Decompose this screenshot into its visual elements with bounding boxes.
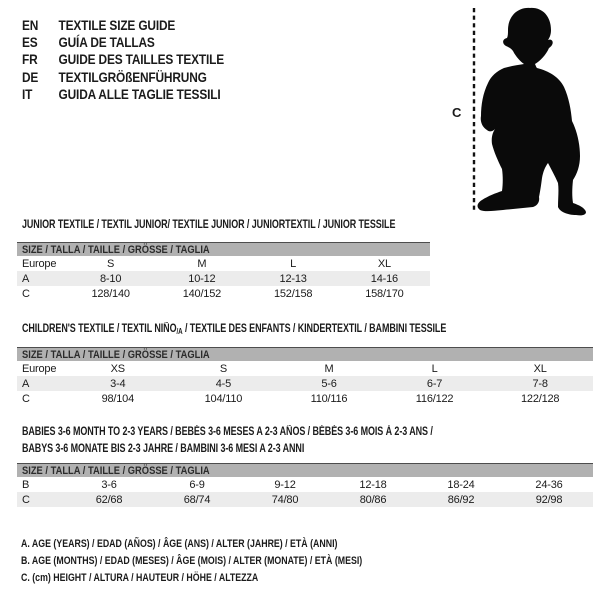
size-band xyxy=(17,242,430,256)
value-cell: 80/86 xyxy=(359,493,387,506)
value-cell: 3-4 xyxy=(110,377,126,390)
row-label-cell: C xyxy=(22,392,30,405)
language-title: TEXTILGRÖßENFÜHRUNG xyxy=(58,68,207,85)
value-cell: 98/104 xyxy=(101,392,135,405)
value-cell: 24-36 xyxy=(535,478,563,491)
value-cell: S xyxy=(107,257,115,270)
value-cell: 116/122 xyxy=(415,392,454,405)
baby-silhouette-svg xyxy=(445,0,600,220)
table-row xyxy=(17,361,593,376)
language-code: ES xyxy=(22,34,38,51)
value-cell: 122/128 xyxy=(520,392,560,405)
row-label-cell: Europe xyxy=(22,362,57,375)
language-row xyxy=(22,16,224,33)
value-cell: 14-16 xyxy=(370,272,398,285)
language-title: GUIDE DES TAILLES TEXTILE xyxy=(58,51,225,68)
table-babies xyxy=(17,463,593,507)
footnote-a: A. AGE (YEARS) / EDAD (AÑOS) / ÂGE (ANS) / ALTER (JAHRE) / ETÀ (ANNI) xyxy=(21,538,338,550)
size-band xyxy=(17,347,593,361)
value-cell: 140/152 xyxy=(182,287,222,300)
value-cell: 104/110 xyxy=(204,392,243,405)
value-cell: 5-6 xyxy=(321,377,337,390)
language-title: TEXTILE SIZE GUIDE xyxy=(58,16,176,33)
children-section-title xyxy=(22,323,446,336)
size-band-label: SIZE / TALLA / TAILLE / GRÖSSE / TAGLIA xyxy=(22,348,210,361)
table-row xyxy=(17,286,430,301)
table-row xyxy=(17,271,430,286)
row-label-cell: A xyxy=(22,377,30,390)
value-cell: 86/92 xyxy=(447,493,475,506)
language-title: GUÍA DE TALLAS xyxy=(58,34,155,51)
measure-label-c: C xyxy=(452,105,462,120)
children-title-sub: /A xyxy=(176,327,183,336)
value-cell: 158/170 xyxy=(365,287,404,300)
table-children xyxy=(17,347,593,406)
value-cell: 128/140 xyxy=(91,287,130,300)
children-title-text: / TEXTILE DES ENFANTS / KINDERTEXTIL / BAMBINI TESSILE xyxy=(182,323,447,335)
row-label-cell: C xyxy=(22,493,30,506)
value-cell: S xyxy=(219,362,227,375)
value-cell: 6-9 xyxy=(189,478,205,491)
size-band xyxy=(17,463,593,477)
value-cell: XS xyxy=(110,362,125,375)
value-cell: M xyxy=(324,362,334,375)
value-cell: M xyxy=(197,257,207,270)
language-header xyxy=(22,16,260,103)
value-cell: L xyxy=(431,362,438,375)
table-row xyxy=(17,256,430,271)
value-cell: 3-6 xyxy=(101,478,117,491)
value-cell: 92/98 xyxy=(535,493,563,506)
language-code: EN xyxy=(22,16,39,33)
value-cell: 68/74 xyxy=(183,493,211,506)
value-cell: 152/158 xyxy=(273,287,313,300)
value-cell: XL xyxy=(533,362,547,375)
baby-silhouette xyxy=(478,8,586,215)
language-code: DE xyxy=(22,68,39,85)
value-cell: XL xyxy=(377,257,391,270)
value-cell: 9-12 xyxy=(274,478,296,491)
junior-section-title: JUNIOR TEXTILE / TEXTIL JUNIOR/ TEXTILE JUNIOR / JUNIORTEXTIL / JUNIOR TESSILE xyxy=(22,219,396,231)
footnote-c: C. (cm) HEIGHT / ALTURA / HAUTEUR / HÖHE / ALTEZZA xyxy=(21,572,259,584)
row-label-cell: Europe xyxy=(22,257,57,270)
footnote-b: B. AGE (MONTHS) / EDAD (MESES) / ÂGE (MOIS) / ALTER (MONATE) / ETÀ (MESI) xyxy=(21,555,363,567)
value-cell: 6-7 xyxy=(426,377,443,390)
size-band-label: SIZE / TALLA / TAILLE / GRÖSSE / TAGLIA xyxy=(22,243,210,256)
language-row xyxy=(22,33,224,50)
row-label-cell: A xyxy=(22,272,30,285)
row-label-cell: C xyxy=(22,287,30,300)
row-label-cell: B xyxy=(22,478,30,491)
table-row xyxy=(17,376,593,391)
value-cell: L xyxy=(290,257,297,270)
language-code: IT xyxy=(22,86,33,103)
table-junior xyxy=(17,242,430,301)
value-cell: 110/116 xyxy=(310,392,348,405)
language-row xyxy=(22,86,224,103)
value-cell: 10-12 xyxy=(188,272,216,285)
babies-section-title-line1: BABIES 3-6 MONTH TO 2-3 YEARS / BEBÉS 3-6 MESES A 2-3 AÑOS / BÉBÉS 3-6 MOIS À 2-3 ANS / xyxy=(22,426,433,438)
value-cell: 7-8 xyxy=(532,377,548,390)
children-title-text: CHILDREN'S TEXTILE / TEXTIL NIÑO xyxy=(22,323,177,335)
value-cell: 18-24 xyxy=(447,478,475,491)
babies-section-title-line2: BABYS 3-6 MONATE BIS 2-3 JAHRE / BAMBINI 3-6 MESI A 2-3 ANNI xyxy=(22,443,305,455)
language-row xyxy=(22,51,224,68)
value-cell: 74/80 xyxy=(271,493,299,506)
language-title: GUIDA ALLE TAGLIE TESSILI xyxy=(58,86,221,103)
value-cell: 4-5 xyxy=(215,377,232,390)
table-row xyxy=(17,391,593,406)
table-row xyxy=(17,492,593,507)
value-cell: 12-13 xyxy=(279,272,307,285)
value-cell: 12-18 xyxy=(359,478,387,491)
language-row xyxy=(22,68,224,85)
value-cell: 62/68 xyxy=(95,493,123,506)
table-row xyxy=(17,477,593,492)
language-code: FR xyxy=(22,51,38,68)
size-band-label: SIZE / TALLA / TAILLE / GRÖSSE / TAGLIA xyxy=(22,464,210,477)
value-cell: 8-10 xyxy=(100,272,122,285)
